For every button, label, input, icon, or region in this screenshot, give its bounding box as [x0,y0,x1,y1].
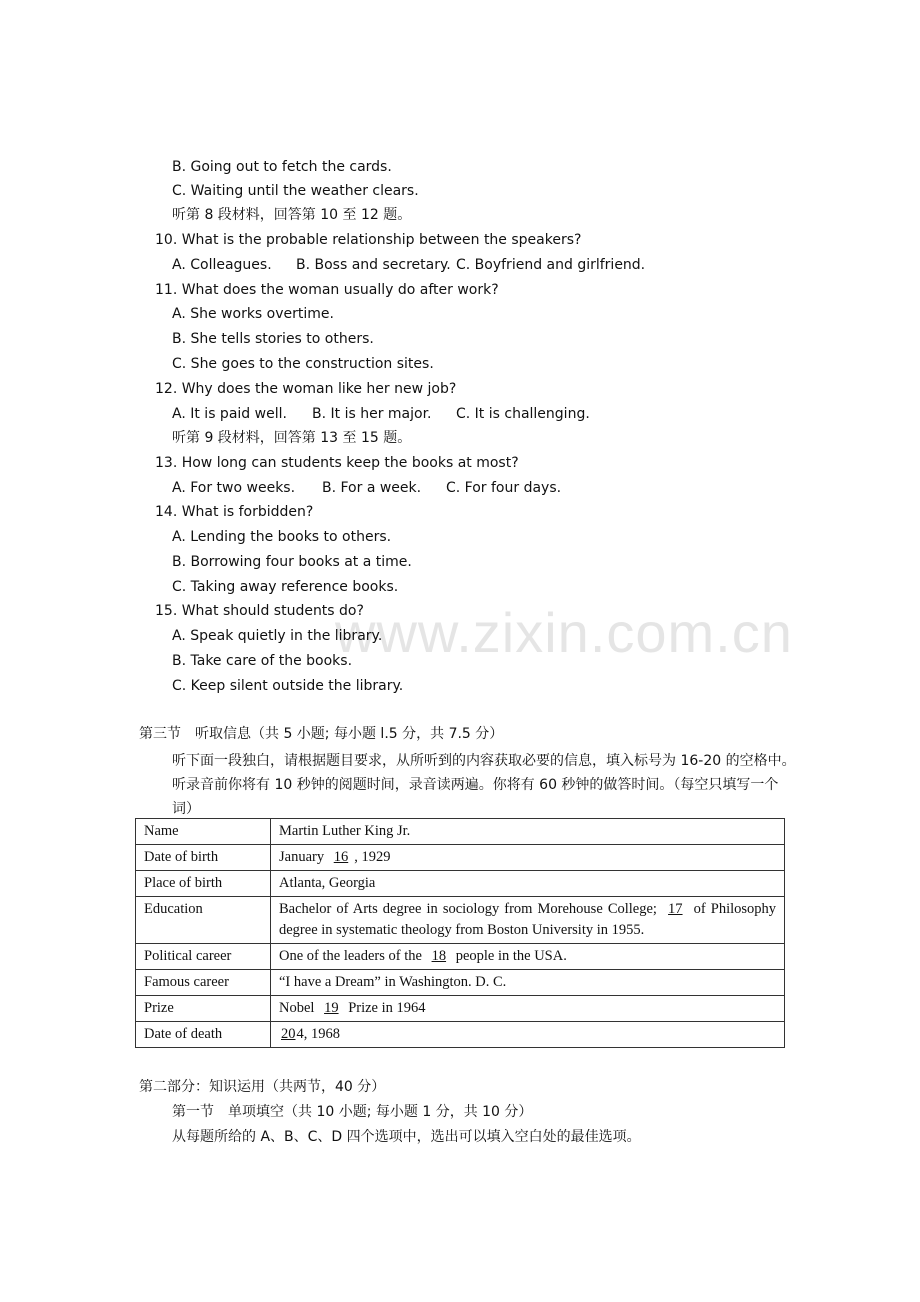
blank-20: 20 [281,1026,296,1042]
q10-question: 10. What is the probable relationship between the speakers? [155,232,582,248]
q13-question: 13. How long can students keep the books at most? [155,455,519,471]
q12-options [172,404,590,424]
q15-option-a: A. Speak quietly in the library. [172,628,383,644]
birth-value [271,845,785,871]
name-value: Martin Luther King Jr. [271,819,785,845]
death-label: Date of death [136,1022,271,1048]
q15-option-c: C. Keep silent outside the library. [172,678,404,694]
table-row [136,871,785,897]
political-value [271,944,785,970]
part3-instructions-text: 听下面一段独白，请根据题目要求，从所听到的内容获取必要的信息，填入标号为 16-20 的空格中。听录音前你将有 10 秒钟的阅题时间，录音读两遍。你将有 60 秒钟的做答时间。（每空只填写一个词） [172,753,796,817]
part3-instructions [139,749,799,821]
q9-option-b: B. Going out to fetch the cards. [172,159,392,175]
political-pre: One of the leaders of the [279,948,422,964]
q10-options [172,255,645,275]
q12-option-c: C. It is challenging. [456,406,590,422]
death-post: 4, 1968 [296,1026,340,1042]
political-label: Political career [136,944,271,970]
section9-intro: 听第 9 段材料，回答第 13 至 15 题。 [172,430,412,446]
place-value: Atlanta, Georgia [271,871,785,897]
death-value [271,1022,785,1048]
q13-options [172,478,561,498]
name-label: Name [136,819,271,845]
q14-option-a: A. Lending the books to others. [172,529,392,545]
q14-question: 14. What is forbidden? [155,504,314,520]
q13-option-a: A. For two weeks. [172,480,296,496]
table-row [136,996,785,1022]
q10-option-b: B. Boss and secretary. [296,257,451,273]
q11-option-c: C. She goes to the construction sites. [172,356,434,372]
blank-19: 19 [324,1000,339,1016]
education-pre: Bachelor of Arts degree in sociology from Morehouse College; [279,901,657,917]
prize-post: Prize in 1964 [348,1000,426,1016]
part2-instructions: 从每题所给的 A、B、C、D 四个选项中，选出可以填入空白处的最佳选项。 [172,1129,641,1145]
q10-option-c: C. Boyfriend and girlfriend. [456,257,646,273]
famous-label: Famous career [136,970,271,996]
table-row [136,845,785,871]
blank-16: 16 [333,849,349,865]
birth-label: Date of birth [136,845,271,871]
education-post: of Philosophy degree in systematic theology from Boston University in 1955. [279,901,777,938]
q13-option-b: B. For a week. [322,480,422,496]
blank-17: 17 [668,901,683,917]
q14-option-c: C. Taking away reference books. [172,579,399,595]
q12-option-b: B. It is her major. [312,406,432,422]
q15-question: 15. What should students do? [155,603,364,619]
part3-heading: 第三节 听取信息（共 5 小题; 每小题 l.5 分，共 7.5 分） [139,726,504,742]
q11-question: 11. What does the woman usually do after work? [155,282,499,298]
q13-option-c: C. For four days. [446,480,562,496]
table-row [136,897,785,944]
birth-pre: January [279,849,325,865]
q10-option-a: A. Colleagues. [172,257,272,273]
q11-option-a: A. She works overtime. [172,306,334,322]
blank-18: 18 [431,948,447,964]
q11-option-b: B. She tells stories to others. [172,331,374,347]
prize-value [271,996,785,1022]
watermark: www.zixin.com.cn [335,601,793,664]
q12-option-a: A. It is paid well. [172,406,287,422]
info-table [135,818,785,1048]
table-row [136,944,785,970]
political-post: people in the USA. [455,948,567,964]
prize-label: Prize [136,996,271,1022]
education-label: Education [136,897,271,944]
prize-pre: Nobel [279,1000,315,1016]
table-row [136,970,785,996]
table-row [136,1022,785,1048]
famous-value: “I have a Dream” in Washington. D. C. [271,970,785,996]
education-value [271,897,785,944]
table-row [136,819,785,845]
q15-option-b: B. Take care of the books. [172,653,353,669]
birth-post: , 1929 [354,849,391,865]
q12-question: 12. Why does the woman like her new job? [155,381,457,397]
part2-sub-heading: 第一节 单项填空（共 10 小题; 每小题 1 分，共 10 分） [172,1104,533,1120]
q14-option-b: B. Borrowing four books at a time. [172,554,412,570]
part2-heading: 第二部分：知识运用（共两节，40 分） [139,1079,386,1095]
place-label: Place of birth [136,871,271,897]
section8-intro: 听第 8 段材料，回答第 10 至 12 题。 [172,207,412,223]
q9-option-c: C. Waiting until the weather clears. [172,183,419,199]
